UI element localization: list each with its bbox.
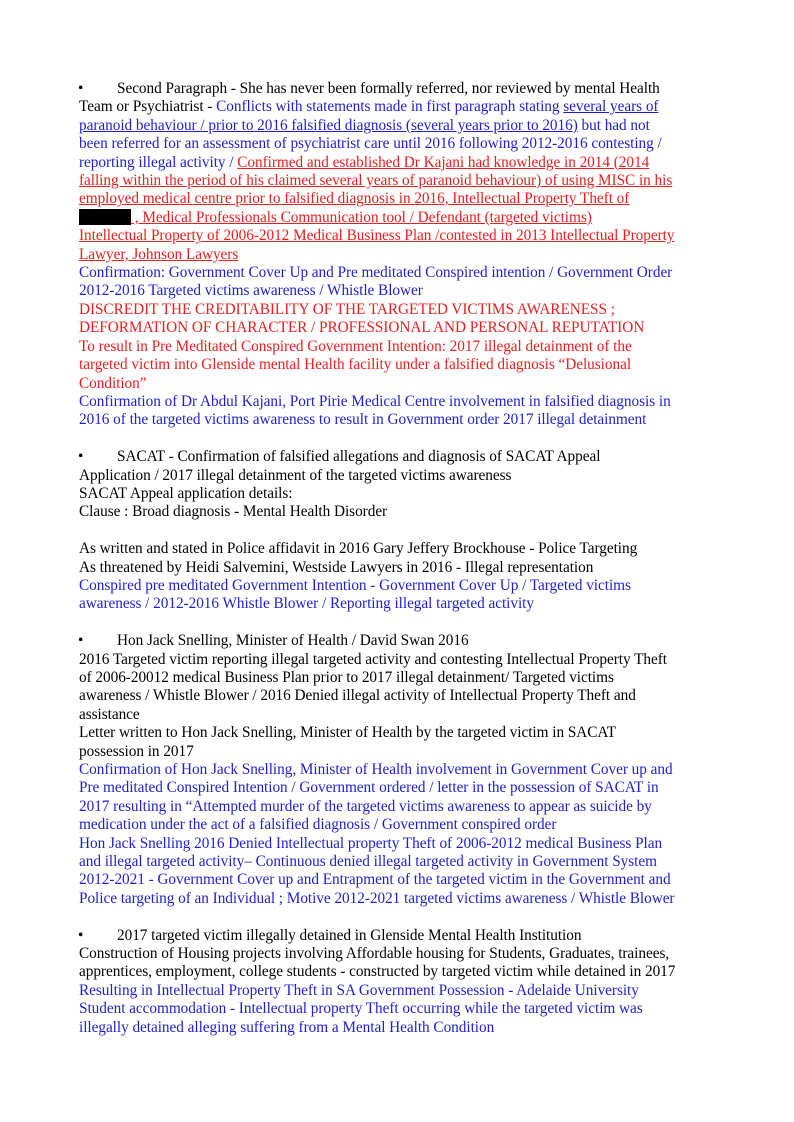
section-snelling: • Hon Jack Snelling, Minister of Health / David Swan 2016 2016 Targeted victim reporting illegal targeted activity and contesting Intellectual Property Theft of 2006-20012 medical Business Plan prior to 2017 illegal detainment/ Targeted victims awareness / Whistle Blower / 2016 Denied illegal activity of Intellectual Property Theft and assistance Letter written to Hon Jack Snelling, Minister of Health by the targeted victim in SACAT possession in 2017 Confirmation of Hon Jack Snelling, Minister of Health involvement in Government Cover up and Pre meditated Conspired Intention / Government ordered / letter in the possession of SACAT in 2017 resulting in “Attempted murder of the targeted victims awareness to appear as suicide by medication under the act of a falsified diagnosis / Government conspired order Hon Jack Snelling 2016 Denied Intellectual property Theft of 2006-2012 medical Business Plan and illegal targeted activity– Continuous denied illegal targeted activity in Government System 2012-2021 - Government Cover up and Entrapment of the targeted victim in the Government and Police targeting of an Individual ; Motive 2012-2021 targeted victims awareness / Whistle Blower (78, 632, 675, 907)
section-heading: SACAT - Confirmation of falsified allegations and diagnosis of SACAT Appeal (117, 448, 601, 466)
section-sacat: • SACAT - Confirmation of falsified allegations and diagnosis of SACAT Appeal Application / 2017 illegal detainment of the targeted victims awareness SACAT Appeal application details: Clause : Broad diagnosis - Mental Health Disorder As written and stated in Police affidavit in 2016 Gary Jeffery Brockhouse - Police Targeting As threatened by Heidi Salvemini, Westside Lawyers in 2016 - Illegal representation Conspired pre meditated Government Intention - Government Cover Up / Targeted victims awareness / 2012-2016 Whistle Blower / Reporting illegal targeted activity (78, 448, 638, 613)
bullet-icon: • (78, 926, 84, 944)
bullet-icon: • (78, 448, 84, 466)
document-page (79, 80, 711, 1037)
section-heading: Second Paragraph - She has never been formally referred, nor reviewed by mental Health (117, 80, 660, 97)
bullet-icon: • (78, 80, 84, 97)
section-heading: 2017 targeted victim illegally detained in Glenside Mental Health Institution (117, 926, 582, 944)
redaction-block (79, 209, 131, 225)
section-heading: Hon Jack Snelling, Minister of Health / David Swan 2016 (117, 632, 469, 650)
section-glenside: • 2017 targeted victim illegally detained in Glenside Mental Health Institution Construction of Housing projects involving Affordable housing for Students, Graduates, trainees, apprentices, employment, college students - constructed by targeted victim while detained in 2017 Resulting in Intellectual Property Theft in SA Government Possession - Adelaide University Student accommodation - Intellectual property Theft occurring while the targeted victim was illegally detained alleging suffering from a Mental Health Condition (78, 926, 676, 1036)
section-second-paragraph: • Second Paragraph - She has never been formally referred, nor reviewed by mental Health Team or Psychiatrist - Conflicts with statements made in first paragraph stating several years of paranoid behaviour / prior to 2016 falsified diagnosis (several years prior to 2016) but had not been referred for an assessment of psychiatrist care until 2016 following 2012-2016 contesting / reporting illegal activity / Confirmed and established Dr Kajani had knowledge in 2014 (2014 falling within the period of his claimed several years of paranoid behaviour) of using MISC in his employed medical centre prior to falsified diagnosis in 2016, Intellectual Property Theft of , Medical Professionals Communication tool / Defendant (targeted victims) Intellectual Property of 2006-2012 Medical Business Plan /contested in 2013 Intellectual Property Lawyer, Johnson Lawyers Confirmation: Government Cover Up and Pre meditated Conspired intention / Government Order 2012-2016 Targeted victims awareness / Whistle Blower DISCREDIT THE CREDITABILITY OF THE TARGETED VICTIMS AWARENESS ; DEFORMATION OF CHARACTER / PROFESSIONAL AND PERSONAL REPUTATION To result in Pre Meditated Conspired Government Intention: 2017 illegal detainment of the targeted victim into Glenside mental Health facility under a falsified diagnosis “Delusional Condition” Confirmation of Dr Abdul Kajani, Port Pirie Medical Centre involvement in falsified diagnosis in 2016 of the targeted victims awareness to result in Government order 2017 illegal detainment (78, 80, 675, 429)
bullet-icon: • (78, 632, 84, 650)
